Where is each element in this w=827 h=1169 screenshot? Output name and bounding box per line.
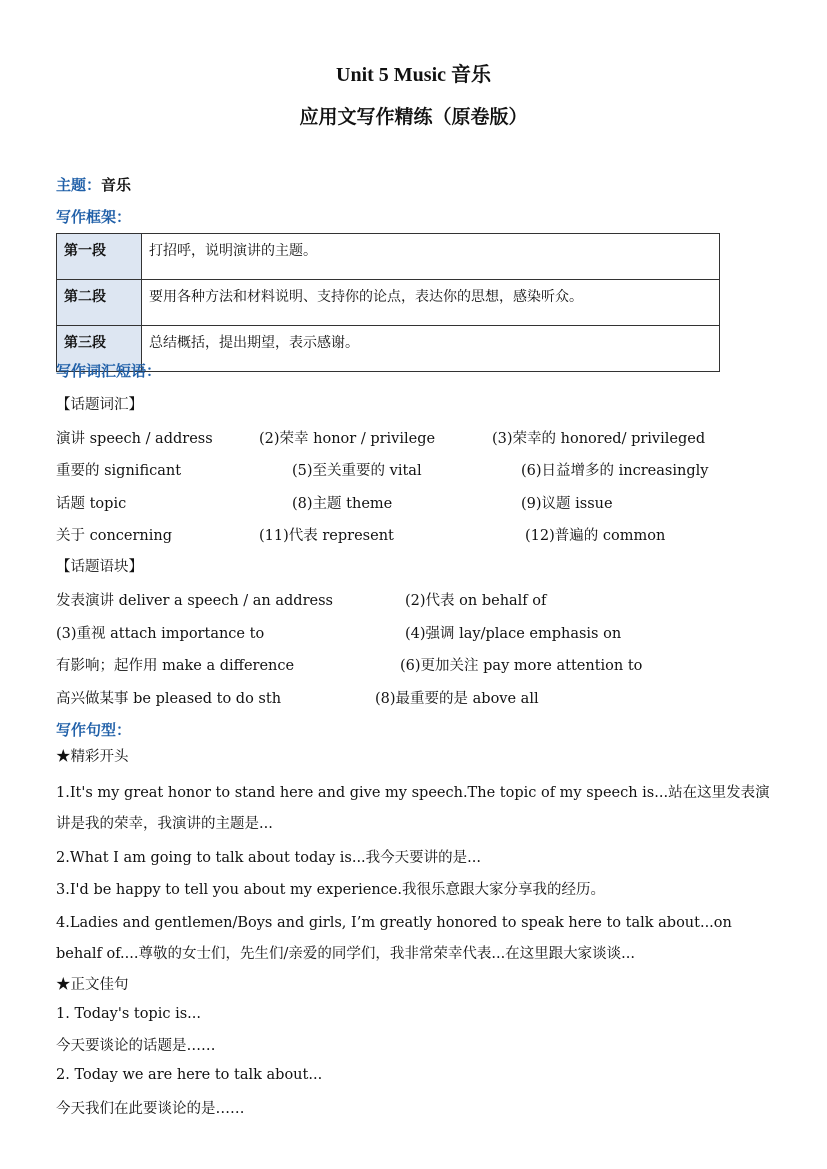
vocab-item: (12)普遍的 common xyxy=(525,528,666,544)
vocab-item: 话题 topic xyxy=(56,496,127,512)
phrase-item: (4)强调 lay/place emphasis on xyxy=(405,626,622,642)
opening-sentence: 3.I'd be happy to tell you about my experience.我很乐意跟大家分享我的经历。 xyxy=(56,882,605,898)
vocab-item: (8)主题 theme xyxy=(292,496,393,512)
theme-label: 主题： xyxy=(56,176,102,194)
phrase-item: (8)最重要的是 above all xyxy=(375,691,539,707)
opening-sentence: 4.Ladies and gentlemen/Boys and girls, I’m greatly honored to speak here to talk about...on behalf of....尊敬的女士们，先生们/亲爱的同学们，我非常荣幸代表...在这里跟大家谈谈... xyxy=(56,915,732,962)
phrase-item: 有影响；起作用 make a difference xyxy=(56,658,295,674)
vocab-item: (2)荣幸 honor / privilege xyxy=(259,431,436,447)
framework-table xyxy=(56,233,720,372)
phrase-item: (3)重视 attach importance to xyxy=(56,626,265,642)
document-subtitle: 应用文写作精练（原卷版） xyxy=(299,106,528,128)
opening-sentence: 2.What I am going to talk about today is...我今天要讲的是... xyxy=(56,850,481,866)
phrase-item: (6)更加关注 pay more attention to xyxy=(400,658,643,674)
vocab-item: (5)至关重要的 vital xyxy=(292,463,422,479)
opening-sentence: 1.It's my great honor to stand here and give my speech.The topic of my speech is...站在这里发表演讲是我的荣幸，我演讲的主题是... xyxy=(56,785,770,832)
paragraph-text: 总结概括，提出期望，表示感谢。 xyxy=(142,326,720,372)
paragraph-text: 要用各种方法和材料说明、支持你的论点，表达你的思想，感染听众。 xyxy=(142,280,720,326)
phrase-item: (2)代表 on behalf of xyxy=(405,593,547,609)
theme-value: 音乐 xyxy=(101,176,132,194)
paragraph-key: 第二段 xyxy=(57,280,142,326)
body-sentence-en: 1. Today's topic is... xyxy=(56,1006,201,1022)
body-sentence-en: 2. Today we are here to talk about... xyxy=(56,1067,323,1083)
vocab-item: (11)代表 represent xyxy=(259,528,394,544)
sentence-heading: 写作句型： xyxy=(56,721,132,739)
paragraph-key: 第一段 xyxy=(57,234,142,280)
vocab-item: 重要的 significant xyxy=(56,463,182,479)
topic-words-heading: 【话题词汇】 xyxy=(56,397,143,413)
body-sentence-zh: 今天要谈论的话题是…… xyxy=(56,1038,216,1054)
table-row xyxy=(57,280,720,326)
vocab-item: (9)议题 issue xyxy=(521,496,613,512)
paragraph-key: 第三段 xyxy=(57,326,142,372)
vocab-item: (6)日益增多的 increasingly xyxy=(521,463,709,479)
body-sentence-zh: 今天我们在此要谈论的是…… xyxy=(56,1101,245,1117)
topic-phrases-heading: 【话题语块】 xyxy=(56,559,143,575)
table-row xyxy=(57,234,720,280)
body-heading: ★正文佳句 xyxy=(56,977,129,993)
vocab-heading: 写作词汇短语： xyxy=(56,362,162,380)
document-title: Unit 5 Music 音乐 xyxy=(336,64,491,86)
vocab-item: 关于 concerning xyxy=(56,528,173,544)
framework-heading: 写作框架： xyxy=(56,208,132,226)
vocab-item: 演讲 speech / address xyxy=(56,431,213,447)
opening-heading: ★精彩开头 xyxy=(56,749,129,765)
theme-line xyxy=(56,174,131,195)
phrase-item: 高兴做某事 be pleased to do sth xyxy=(56,691,282,707)
vocab-item: (3)荣幸的 honored/ privileged xyxy=(492,431,706,447)
paragraph-text: 打招呼，说明演讲的主题。 xyxy=(142,234,720,280)
phrase-item: 发表演讲 deliver a speech / an address xyxy=(56,593,333,609)
